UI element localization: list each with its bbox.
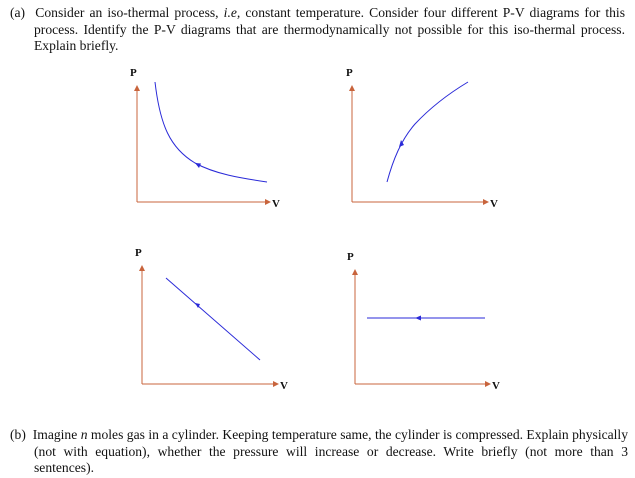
part-b-label: (b) (10, 427, 26, 442)
question-part-b-text (10, 427, 628, 477)
diagram-3-line (166, 278, 260, 360)
diagram-1-direction-arrow (195, 163, 201, 168)
part-a-text-2: constant temperature. Consider four different P-V diagrams for this process. Identify the P-V diagrams that are thermodynamically not possible for this iso-thermal process. Explain briefly. (34, 5, 625, 54)
diagram-1-v-label: V (272, 198, 280, 210)
diagram-2-curve (387, 82, 468, 182)
diagram-3-v-label: V (280, 380, 288, 392)
part-b-text-italic: n (80, 427, 88, 442)
diagram-4 (347, 251, 500, 392)
diagram-3 (135, 247, 288, 392)
diagram-4-v-label: V (492, 380, 500, 392)
part-a-text-1: Consider an iso-thermal process, (35, 5, 224, 20)
diagram-2 (346, 67, 498, 210)
diagram-2-p-label: P (346, 67, 353, 79)
question-part-b (10, 427, 628, 477)
diagram-4-direction-arrow (415, 316, 421, 321)
diagram-2-v-label: V (490, 198, 498, 210)
part-b-text-1: Imagine (32, 427, 81, 442)
part-b-text-2: moles gas in a cylinder. Keeping temperature same, the cylinder is compressed. Explain physically (not with equation), whether the pressure will increase or decrease. Write briefly (not more than 3 sentences). (34, 427, 629, 476)
diagram-1-p-label: P (130, 67, 137, 79)
diagram-1-curve (155, 82, 267, 182)
part-a-label: (a) (10, 5, 26, 20)
diagram-4-p-label: P (347, 251, 354, 263)
diagram-1 (130, 67, 280, 210)
part-a-text-italic: i.e, (223, 5, 241, 20)
diagram-3-p-label: P (135, 247, 142, 259)
